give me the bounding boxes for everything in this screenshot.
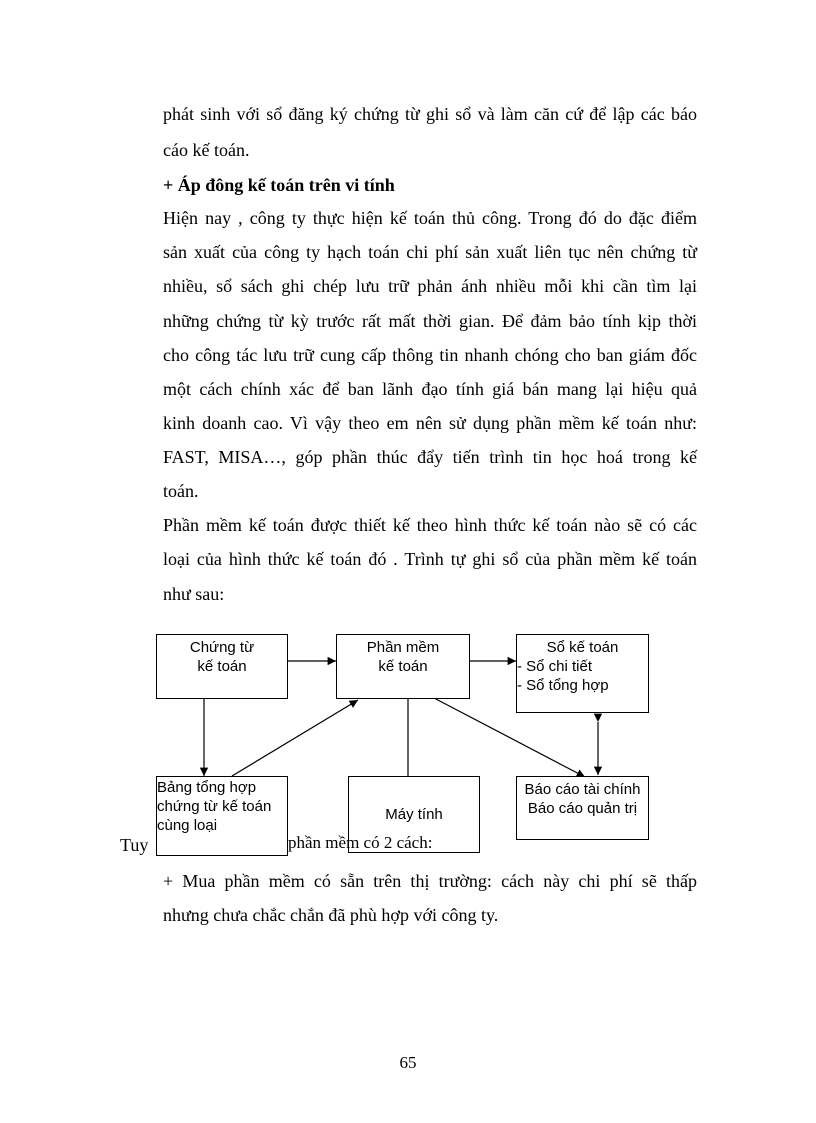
para-line: nhiều, sổ sách ghi chép lưu trữ phản ánh nhiều mỗi khi cần tìm lại bbox=[163, 276, 697, 296]
section-heading: + Áp đông kế toán trên vi tính bbox=[163, 175, 395, 195]
box-so-ke-toan: Sổ kế toán - Sổ chi tiết - Sổ tổng hợp bbox=[516, 634, 649, 713]
para-line: Phần mềm kế toán được thiết kế theo hình thức kế toán nào sẽ có các bbox=[163, 515, 697, 535]
para-line: sản xuất của công ty hạch toán chi phí sản xuất liên tục nên chứng từ bbox=[163, 242, 697, 262]
para-line: cáo kế toán. bbox=[163, 140, 250, 160]
para-line: + Mua phần mềm có sẵn trên thị trường: cách này chi phí sẽ thấp bbox=[163, 871, 697, 891]
para-line: những chứng từ kỳ trước rất mất thời gian. Để đảm bảo tính kịp thời bbox=[163, 311, 697, 331]
para-line: toán. bbox=[163, 481, 199, 501]
para-line: phát sinh với sổ đăng ký chứng từ ghi sổ và làm căn cứ để lập các báo bbox=[163, 104, 697, 124]
box-chung-tu-ke-toan: Chứng từ kế toán bbox=[156, 634, 288, 699]
para-line: nhưng chưa chắc chắn đã phù hợp với công ty. bbox=[163, 905, 499, 925]
box-phan-mem-ke-toan: Phần mềm kế toán bbox=[336, 634, 470, 699]
box-may-tinh: Máy tính bbox=[348, 776, 480, 853]
para-line: kinh doanh cao. Vì vậy theo em nên sử dụng phần mềm kế toán như: bbox=[163, 413, 697, 433]
para-line: loại của hình thức kế toán đó . Trình tự ghi sổ của phần mềm kế toán bbox=[163, 549, 697, 569]
para-fragment-right: phần mềm có 2 cách: bbox=[288, 833, 433, 852]
page-number: 65 bbox=[399, 1053, 417, 1072]
para-line: một cách chính xác để ban lãnh đạo tính giá bán mang lại hiệu quả bbox=[163, 379, 697, 399]
para-line: FAST, MISA…, góp phần thúc đẩy tiến trình tin học hoá trong kế bbox=[163, 447, 697, 467]
para-line: như sau: bbox=[163, 584, 225, 604]
para-line: Hiện nay , công ty thực hiện kế toán thủ công. Trong đó do đặc điểm bbox=[163, 208, 697, 228]
box-bao-cao: Báo cáo tài chính Báo cáo quản trị bbox=[516, 776, 649, 840]
box-bang-tong-hop: Bảng tổng hợp chứng từ kế toán cùng loại bbox=[156, 776, 288, 856]
para-fragment-left: Tuy bbox=[120, 835, 149, 855]
para-line: cho công tác lưu trữ cung cấp thông tin nhanh chóng cho ban giám đốc bbox=[163, 345, 697, 365]
arrow-bangtonghop-to-phanmem bbox=[232, 700, 358, 776]
